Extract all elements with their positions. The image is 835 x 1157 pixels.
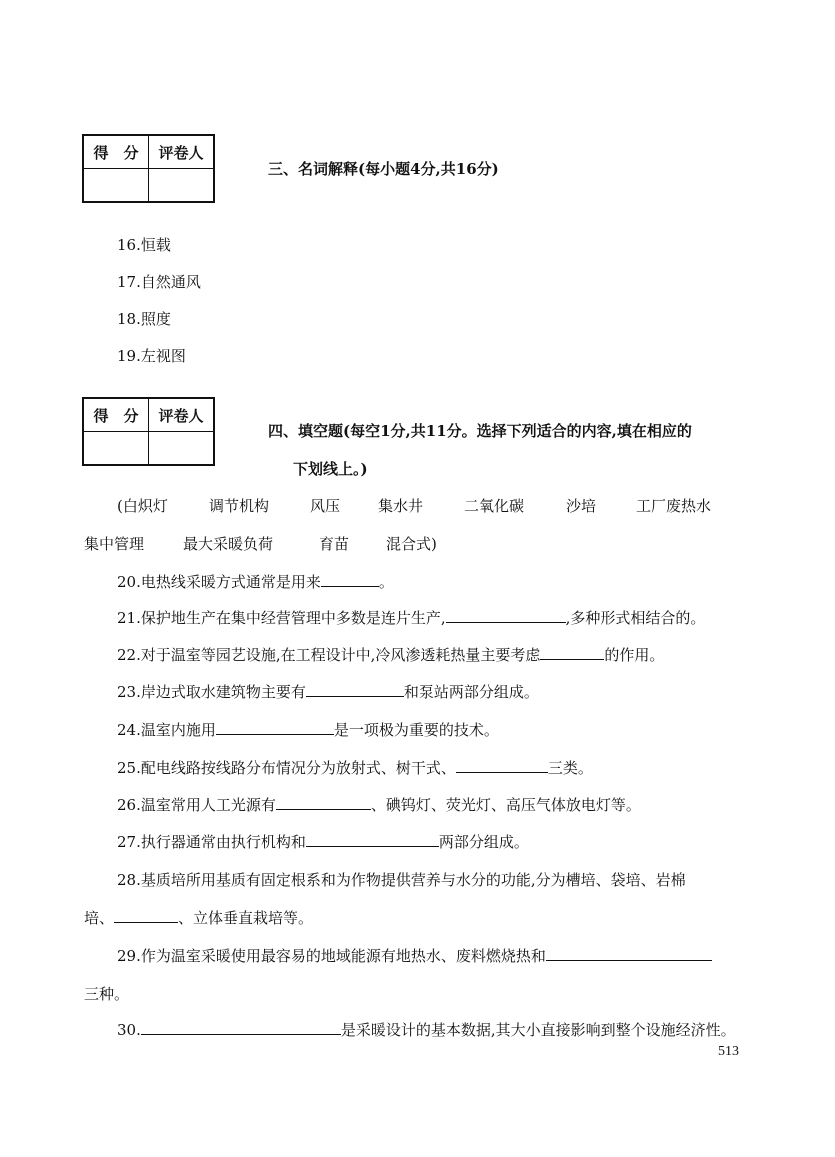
question-29 [117, 945, 712, 966]
answer-blank[interactable] [540, 645, 604, 660]
question-text: 27.执行器通常由执行机构和 [117, 833, 306, 851]
section4-heading-cont: 下划线上。) [293, 460, 368, 478]
grader-label: 评卷人 [149, 398, 215, 432]
question-text: 。 [378, 573, 394, 591]
question-text: 是采暖设计的基本数据,其大小直接影响到整个设施经济性。 [340, 1021, 736, 1039]
answer-blank[interactable] [216, 720, 334, 735]
question-28: 28.基质培所用基质有固定根系和为作物提供营养与水分的功能,分为槽培、袋培、岩棉 [117, 871, 686, 889]
question-text: 两部分组成。 [438, 833, 529, 851]
question-text: 和泵站两部分组成。 [403, 683, 539, 701]
question-text: 22.对于温室等园艺设施,在工程设计中,冷风渗透耗热量主要考虑 [117, 646, 541, 664]
question-text: ,多种形式相结合的。 [565, 609, 706, 627]
question-text: 的作用。 [604, 646, 665, 664]
answer-blank[interactable] [321, 572, 379, 587]
question-text: 、碘钨灯、荧光灯、高压气体放电灯等。 [370, 796, 641, 814]
question-26 [117, 794, 641, 815]
question-text: 是一项极为重要的技术。 [333, 721, 499, 739]
option-item: 最大采暖负荷 [183, 535, 274, 553]
answer-blank[interactable] [546, 946, 712, 961]
question-text: 29.作为温室采暖使用最容易的地域能源有地热水、废料燃烧热和 [117, 947, 546, 965]
question-text: 30. [117, 1021, 141, 1039]
question-22 [117, 644, 664, 665]
option-item: 集水井 [378, 497, 424, 515]
question-27 [117, 831, 529, 852]
question-text: 23.岸边式取水建筑物主要有 [117, 683, 306, 701]
option-item: 工厂废热水 [636, 497, 712, 515]
question-25 [117, 757, 593, 778]
grader-cell [149, 169, 215, 203]
question-text: 21.保护地生产在集中经营管理中多数是连片生产, [117, 609, 446, 627]
term-item: 17.自然通风 [117, 273, 201, 291]
answer-blank[interactable] [276, 795, 371, 810]
question-20 [117, 571, 394, 592]
score-cell [83, 169, 149, 203]
score-table [82, 134, 215, 203]
answer-blank[interactable] [114, 908, 178, 923]
question-text: 三类。 [547, 759, 593, 777]
answer-blank[interactable] [456, 758, 548, 773]
score-label: 得 分 [83, 135, 149, 169]
question-29-cont: 三种。 [84, 985, 130, 1003]
question-text: 24.温室内施用 [117, 721, 216, 739]
score-label: 得 分 [83, 398, 149, 432]
option-item: 二氧化碳 [464, 497, 525, 515]
section4-heading: 四、填空题(每空1分,共11分。选择下列适合的内容,填在相应的 [268, 422, 692, 440]
term-item: 18.照度 [117, 310, 171, 328]
term-item: 19.左视图 [117, 347, 186, 365]
answer-blank[interactable] [306, 682, 404, 697]
score-cell [83, 432, 149, 466]
grader-cell [149, 432, 215, 466]
option-item: (白炽灯 [117, 497, 168, 515]
question-23 [117, 681, 539, 702]
question-28-cont [84, 907, 313, 928]
option-item: 风压 [310, 497, 341, 515]
option-item: 育苗 [319, 535, 350, 553]
score-table [82, 397, 215, 466]
answer-blank[interactable] [306, 832, 439, 847]
answer-blank[interactable] [141, 1020, 341, 1035]
question-text: 20.电热线采暖方式通常是用来 [117, 573, 321, 591]
question-21 [117, 607, 705, 628]
page-number: 513 [718, 1044, 739, 1059]
question-30 [117, 1019, 736, 1040]
option-item: 沙培 [566, 497, 597, 515]
option-item: 集中管理 [84, 535, 145, 553]
term-item: 16.恒载 [117, 236, 171, 254]
question-text: 26.温室常用人工光源有 [117, 796, 276, 814]
answer-blank[interactable] [446, 608, 566, 623]
question-text: 25.配电线路按线路分布情况分为放射式、树干式、 [117, 759, 456, 777]
question-24 [117, 719, 499, 740]
question-text: 、立体垂直栽培等。 [178, 909, 314, 927]
section3-heading: 三、名词解释(每小题4分,共16分) [268, 160, 499, 178]
question-text: 培、 [84, 909, 115, 927]
option-item: 混合式) [386, 535, 437, 553]
grader-label: 评卷人 [149, 135, 215, 169]
option-item: 调节机构 [209, 497, 270, 515]
